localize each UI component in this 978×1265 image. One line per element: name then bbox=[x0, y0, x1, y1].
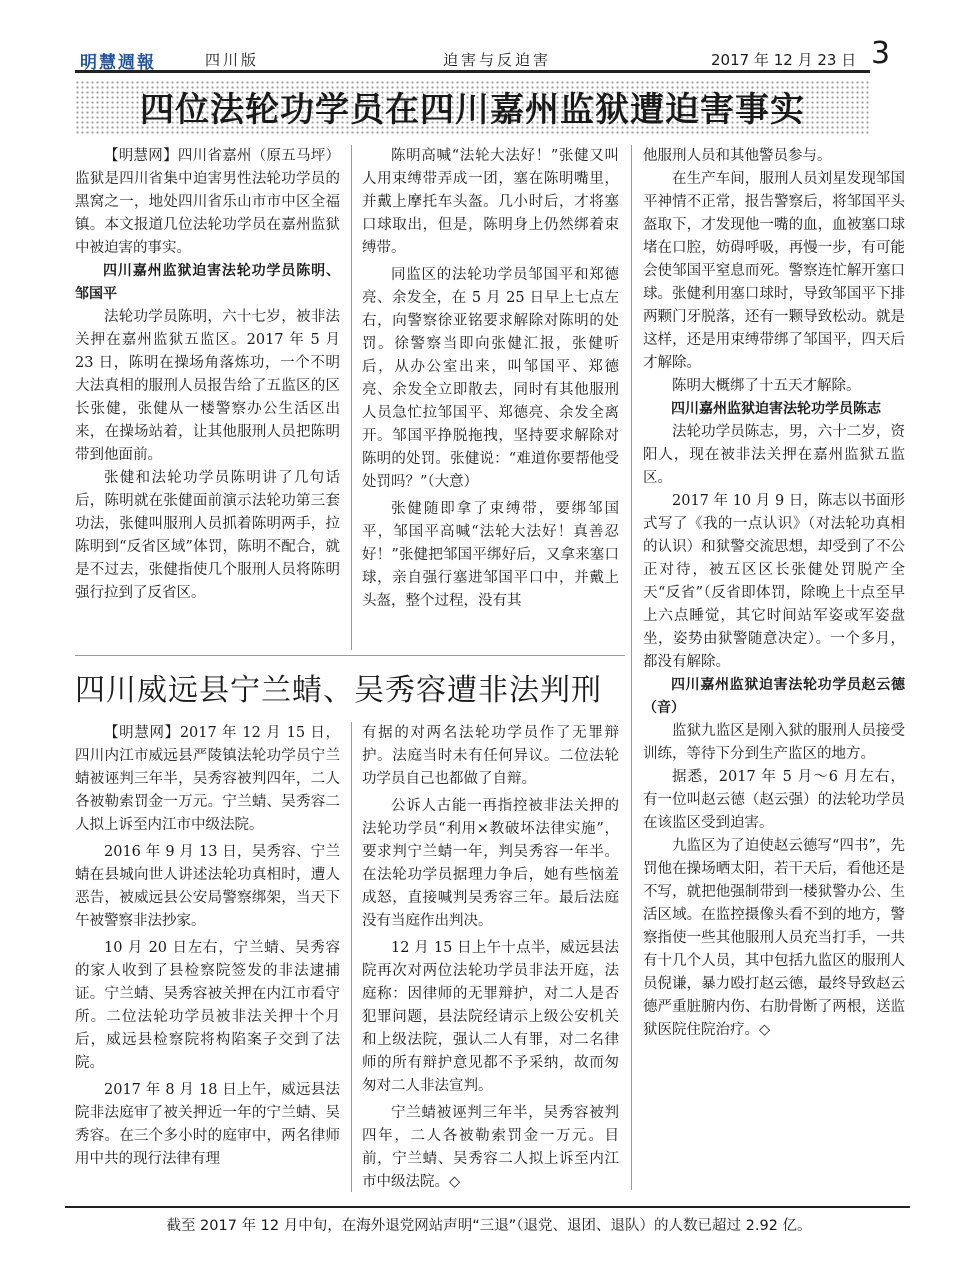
headline: 四位法轮功学员在四川嘉州监狱遭迫害事实 bbox=[140, 90, 805, 130]
paragraph: 监狱九监区是刚入狱的服刑人员接受训练，等待下分到生产监区的地方。 bbox=[643, 723, 905, 762]
paragraph: 同监区的法轮功学员邹国平和郑德亮、余发全，在 5 月 25 日早上七点左右，向警察徐亚铭要求解除对陈明的处罚。徐警察当即向张健汇报，张健听后，从办公室出来，叫邹国平、郑德亮、余发全立即散去，同时有其他服刑人员急忙拉邹国平、郑德亮、余发全离开。邹国平挣脱拖拽，坚持要求解除对陈明的处罚。张健说：“难道你要帮他受处罚吗？”（大意） bbox=[362, 267, 619, 490]
paragraph: 张健随即拿了束缚带，要绑邹国平，邹国平高喊“法轮大法好！真善忍好！”张健把邹国平绑好后，又拿来塞口球，亲自强行塞进邹国平口中，并戴上头盔，整个过程，没有其 bbox=[362, 501, 619, 609]
article1-column-3 bbox=[643, 145, 905, 1042]
footer-rule bbox=[65, 1206, 910, 1208]
article1-column-1 bbox=[75, 145, 340, 605]
article2-column-2 bbox=[362, 722, 619, 1194]
header-rule bbox=[75, 70, 870, 73]
paragraph: 2016 年 9 月 13 日，吴秀容、宁兰蜻在县城向世人讲述法轮功真相时，遭人恶告，被威远县公安局警察绑架，当天下午被警察非法抄家。 bbox=[75, 844, 340, 929]
paragraph: 法轮功学员陈志，男，六十二岁，资阳人，现在被非法关押在嘉州监狱五监区。 bbox=[643, 424, 905, 486]
paragraph: 在生产车间，服刑人员刘星发现邹国平神情不正常，报告警察后，将邹国平头盔取下，才发现他一嘴的血，血被塞口球堵在口腔，妨碍呼吸，再慢一步，有可能会使邹国平窒息而死。警察连忙解开塞口球。张健利用塞口球时，导致邹国平下排两颗门牙脱落，还有一颗导致松动。就是这样，还是用束缚带绑了邹国平，四天后才解除。 bbox=[643, 171, 905, 371]
paragraph: 2017 年 10 月 9 日，陈志以书面形式写了《我的一点认识》（对法轮功真相的认识）和狱警交流思想，却受到了不公正对待，被五区区长张健处罚脱产全天“反省”（反省即体罚，除晚上十点至早上六点睡觉，其它时间站军姿或军姿盘坐，姿势由狱警随意决定）。一个多月，都没有解除。 bbox=[643, 493, 905, 670]
paragraph: 有据的对两名法轮功学员作了无罪辩护。法庭当时未有任何异议。二位法轮功学员自己也都做了自辩。 bbox=[362, 725, 619, 787]
article2-column-1 bbox=[75, 722, 340, 1171]
paragraph: 【明慧网】四川省嘉州（原五马坪）监狱是四川省集中迫害男性法轮功学员的黑窝之一，地处四川省乐山市市中区全福镇。本文报道几位法轮功学员在嘉州监狱中被迫害的事实。 bbox=[75, 148, 340, 256]
subheading: 四川嘉州监狱迫害法轮功学员陈志 bbox=[671, 401, 881, 417]
paragraph: 公诉人古能一再指控被非法关押的法轮功学员“利用×教破坏法律实施”，要求判宁兰蜻一年，判吴秀容一年半。在法轮功学员据理力争后，她有些恼羞成怒，直接喊判吴秀容三年。最后法庭没有当庭作出判决。 bbox=[362, 798, 619, 929]
headline-banner bbox=[75, 80, 870, 134]
column-divider bbox=[351, 145, 352, 650]
masthead: 明慧週報 bbox=[80, 53, 156, 73]
paragraph: 法轮功学员陈明，六十七岁，被非法关押在嘉州监狱五监区。2017 年 5 月 23 日，陈明在操场角落炼功，一个不明大法真相的服刑人员报告给了五监区的区长张健，张健从一楼警察办公生活区出来，在操场站着，让其他服刑人员把陈明带到他面前。 bbox=[75, 309, 340, 463]
paragraph: 陈明大概绑了十五天才解除。 bbox=[672, 378, 861, 394]
paragraph: 10 月 20 日左右，宁兰蜻、吴秀容的家人收到了县检察院签发的非法逮捕证。宁兰蜻、吴秀容被关押在内江市看守所。二位法轮功学员被非法关押十个月后，威远县检察院将构陷案子交到了法院。 bbox=[75, 940, 340, 1071]
paragraph: 【明慧网】2017 年 12 月 15 日，四川内江市威远县严陵镇法轮功学员宁兰蜻被诬判三年半，吴秀容被判四年，二人各被勒索罚金一万元。宁兰蜻、吴秀容二人拟上诉至内江市中级法院。 bbox=[75, 725, 340, 833]
edition-label: 四川版 bbox=[205, 51, 260, 69]
article1-column-2 bbox=[362, 145, 619, 613]
paragraph: 陈明高喊“法轮大法好！”张健又叫人用束缚带弄成一团，塞在陈明嘴里，并戴上摩托车头盔。几小时后，才将塞口球取出，但是，陈明身上仍然绑着束缚带。 bbox=[362, 148, 619, 256]
paragraph: 九监区为了迫使赵云德写“四书”，先罚他在操场晒太阳，若干天后，看他还是不写，就把他强制带到一楼狱警办公、生活区域。在监控摄像头看不到的地方，警察指使一些其他服刑人员充当打手，一共有十几个人员，其中包括九监区的服刑人员倪谦，暴力殴打赵云德，最终导致赵云德严重脏腑内伤、右肋骨断了两根，送监狱医院住院治疗。◇ bbox=[643, 838, 905, 1038]
subheading: 四川嘉州监狱迫害法轮功学员陈明、邹国平 bbox=[75, 263, 340, 302]
paragraph: 据悉，2017 年 5 月～6 月左右，有一位叫赵云德（赵云强）的法轮功学员在该监区受到迫害。 bbox=[643, 769, 905, 831]
paragraph: 12 月 15 日上午十点半，威远县法院再次对两位法轮功学员非法开庭，法庭称：因律师的无罪辩护，对二人是否犯罪问题，县法院经请示上级公安机关和上级法院，强认二人有罪，对二名律师的所有辩护意见都不予采纳，故而匆匆对二人非法宣判。 bbox=[362, 940, 619, 1094]
subheading: 四川嘉州监狱迫害法轮功学员赵云德（音） bbox=[643, 677, 905, 716]
footer-notice: 截至 2017 年 12 月中旬，在海外退党网站声明“三退”（退党、退团、退队）的人数已超过 2.92 亿。 bbox=[166, 1218, 812, 1234]
section-title: 迫害与反迫害 bbox=[443, 51, 552, 69]
paragraph: 张健和法轮功学员陈明讲了几句话后，陈明就在张健面前演示法轮功第三套功法，张健叫服刑人员抓着陈明两手，拉陈明到“反省区域”体罚，陈明不配合，就是不过去，张健指使几个服刑人员将陈明强行拉到了反省区。 bbox=[75, 470, 340, 601]
article2-title: 四川威远县宁兰蜻、吴秀容遭非法判刑 bbox=[75, 673, 602, 708]
page-number: 3 bbox=[871, 36, 891, 71]
article-divider bbox=[75, 655, 625, 656]
issue-date: 2017 年 12 月 23 日 bbox=[711, 51, 857, 69]
paragraph: 他服刑人员和其他警员参与。 bbox=[643, 148, 832, 164]
paragraph: 宁兰蜻被诬判三年半，吴秀容被判四年，二人各被勒索罚金一万元。目前，宁兰蜻、吴秀容二人拟上诉至内江市中级法院。◇ bbox=[362, 1105, 619, 1190]
column-divider bbox=[351, 722, 352, 1192]
paragraph: 2017 年 8 月 18 日上午，威远县法院非法庭审了被关押近一年的宁兰蜻、吴秀容。在三个多小时的庭审中，两名律师用中共的现行法律有理 bbox=[75, 1082, 340, 1167]
